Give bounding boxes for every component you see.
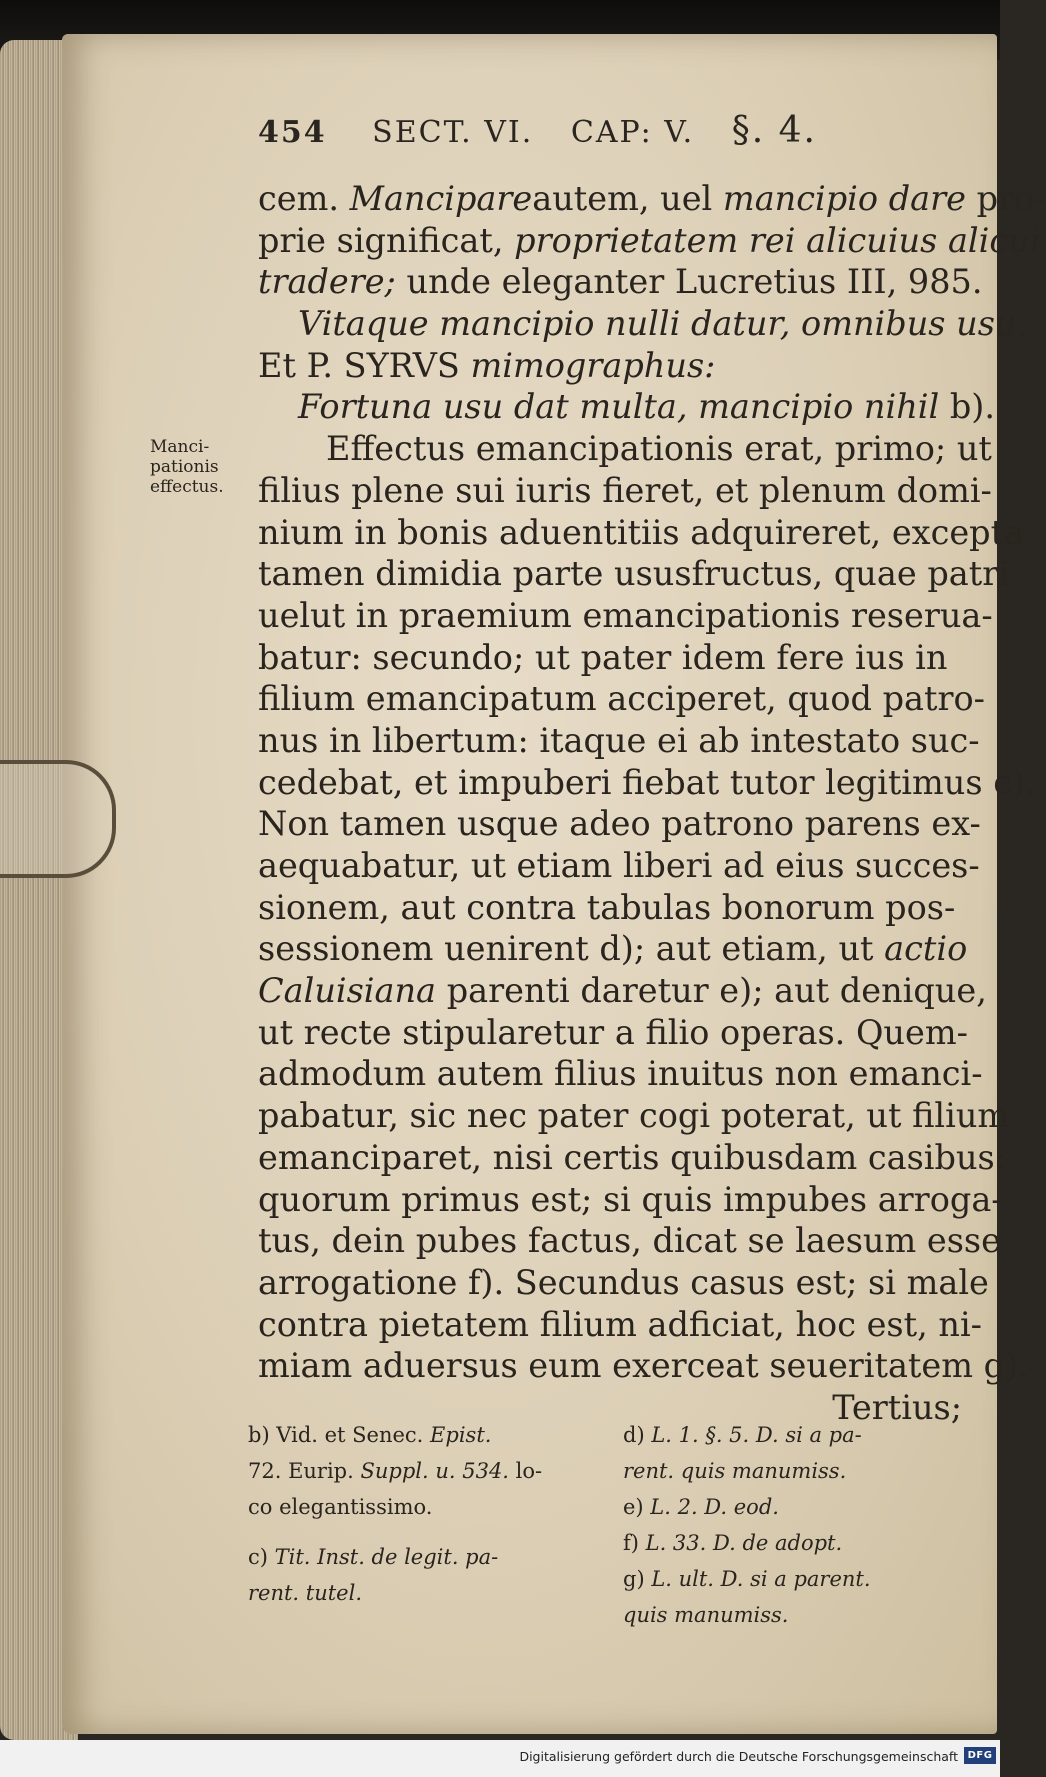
italic-text: Caluisiana	[258, 971, 437, 1011]
footnote-line	[623, 1530, 968, 1556]
text-line	[258, 637, 968, 679]
text-run: b) Vid. et Senec.	[248, 1423, 431, 1447]
italic-text: Vitaque mancipio nulli datur, omnibus usu.	[298, 304, 1028, 344]
italic-text: Epist.	[430, 1423, 492, 1447]
text-run: b).	[939, 387, 996, 427]
italic-text: rent. tutel.	[248, 1581, 363, 1605]
text-line	[258, 345, 968, 387]
text-run: admodum autem filius inuitus non emanci-	[258, 1054, 983, 1094]
text-run: tamen dimidia parte ususfructus, quae patri	[258, 554, 1009, 594]
footnote-line	[248, 1494, 593, 1520]
text-run: batur: secundo; ut pater idem fere ius in	[258, 637, 948, 677]
text-line	[258, 1304, 982, 1346]
text-run: filius plene sui iuris fieret, et plenum domi-	[258, 470, 992, 510]
text-run: Effectus emancipationis erat, primo; ut	[326, 429, 992, 469]
italic-text: mancipio dare	[722, 179, 966, 218]
text-run: uelut in praemium emancipationis reserua-	[258, 595, 993, 635]
text-run: pabatur, sic nec pater cogi poterat, ut filium	[258, 1096, 1010, 1136]
page-clip	[0, 760, 116, 878]
text-run: miam aduersus eum exerceat seueritatem g).	[258, 1346, 1029, 1386]
chapter-label: CAP: V.	[570, 115, 695, 150]
running-head	[258, 110, 878, 170]
page-number: 454	[258, 115, 327, 150]
text-run: ut recte stipularetur a filio operas. Quem-	[258, 1012, 968, 1052]
italic-text: L. ult. D. si a parent.	[651, 1567, 871, 1591]
italic-text: rent. quis manumiss.	[623, 1459, 847, 1483]
footnote-line	[623, 1602, 968, 1628]
text-line	[258, 1220, 1001, 1262]
italic-text: Tit. Inst. de legit. pa-	[274, 1545, 499, 1569]
text-line	[258, 1262, 989, 1304]
margin-note-line: effectus.	[150, 477, 224, 497]
italic-text: L. 1. §. 5. D. si a pa-	[651, 1423, 862, 1447]
text-run: unde eleganter Lucretius III, 985.	[395, 262, 983, 302]
italic-text: L. 2. D. eod.	[650, 1495, 779, 1519]
text-run: prie significat,	[258, 220, 515, 260]
text-run: e)	[623, 1495, 651, 1519]
italic-text: mimographus:	[470, 345, 716, 385]
text-line	[258, 386, 996, 428]
text-line	[258, 803, 981, 845]
text-line	[258, 1179, 1003, 1221]
text-run: Non tamen usque adeo patrono parens ex-	[258, 804, 981, 844]
footnote-line	[248, 1544, 593, 1570]
text-line	[258, 1053, 983, 1095]
text-run: parenti daretur e); aut denique,	[436, 971, 987, 1011]
text-line	[258, 1012, 968, 1054]
footnote-line	[623, 1422, 968, 1448]
footnote-line	[623, 1494, 968, 1520]
italic-text: Suppl. u. 534.	[360, 1459, 509, 1483]
text-line	[258, 928, 968, 970]
text-line	[258, 428, 992, 470]
text-run: pro-	[965, 179, 1046, 218]
text-run: 72. Eurip.	[248, 1459, 361, 1483]
text-line	[258, 1095, 1010, 1137]
digitization-credit: Digitalisierung gefördert durch die Deutsche Forschungsgemeinschaft	[519, 1749, 958, 1764]
text-line	[258, 1137, 1007, 1179]
text-run: contra pietatem filium adficiat, hoc est, ni-	[258, 1304, 982, 1344]
text-run: co elegantissimo.	[248, 1495, 433, 1519]
footnote-line	[248, 1422, 593, 1448]
italic-text: quis manumiss.	[623, 1603, 789, 1627]
dfg-logo: DFG	[964, 1747, 996, 1764]
italic-text: Fortuna usu dat multa, mancipio nihil	[298, 387, 940, 427]
text-run: cem.	[258, 179, 350, 218]
text-run: Tertius;	[832, 1387, 962, 1427]
margin-note-line: Manci-	[150, 437, 210, 457]
paragraph-label: §. 4.	[731, 110, 817, 151]
text-run: filium emancipatum acciperet, quod patro-	[258, 679, 985, 719]
footnotes-right-column	[623, 1422, 968, 1638]
text-line	[258, 220, 1041, 262]
footnote-line	[248, 1580, 593, 1606]
text-line	[258, 470, 992, 512]
text-run: arrogatione f). Secundus casus est; si male	[258, 1262, 989, 1302]
text-line	[258, 762, 1036, 804]
text-line	[258, 1345, 1029, 1387]
text-run: emanciparet, nisi certis quibusdam casibus:	[258, 1137, 1007, 1177]
footnotes	[248, 1422, 968, 1652]
margin-note	[150, 437, 258, 497]
text-line	[258, 970, 987, 1012]
section-label: SECT. VI.	[372, 115, 534, 150]
text-line	[258, 178, 1046, 220]
text-run: f)	[623, 1531, 646, 1555]
text-run: c)	[248, 1545, 275, 1569]
text-line	[258, 887, 968, 929]
italic-text: proprietatem rei alicuius alicui	[514, 220, 1041, 260]
text-run: lo-	[508, 1459, 543, 1483]
text-line	[258, 512, 1025, 554]
text-run: sessionem uenirent d); aut etiam, ut	[258, 929, 885, 969]
footnotes-left-column	[248, 1422, 593, 1616]
italic-text: tradere;	[258, 262, 396, 302]
text-run: Et P. SYRVS	[258, 345, 471, 385]
text-line	[258, 303, 1028, 345]
text-run: quorum primus est; si quis impubes arroga-	[258, 1179, 1003, 1219]
text-line	[258, 845, 980, 887]
margin-note-line: pationis	[150, 457, 219, 477]
footnote-line	[623, 1458, 968, 1484]
text-line	[258, 553, 1009, 595]
text-run: tus, dein pubes factus, dicat se laesum esse	[258, 1221, 1001, 1261]
text-run: d)	[623, 1423, 652, 1447]
text-line	[258, 261, 983, 303]
text-run: aequabatur, ut etiam liberi ad eius succes-	[258, 846, 980, 885]
text-run: nus in libertum: itaque ei ab intestato suc-	[258, 720, 980, 760]
italic-text: actio	[884, 929, 968, 969]
footnote-line	[623, 1566, 968, 1592]
text-run: sionem, aut contra tabulas bonorum pos-	[258, 887, 956, 927]
body-text	[258, 178, 1046, 1429]
text-run: nium in bonis aduentitiis adquireret, excepta	[258, 512, 1025, 552]
text-line	[258, 595, 993, 637]
italic-text: Mancipare	[349, 179, 533, 218]
text-line	[258, 720, 980, 762]
italic-text: L. 33. D. de adopt.	[645, 1531, 843, 1555]
text-run: autem, uel	[532, 179, 723, 218]
text-line	[258, 678, 985, 720]
text-run: g)	[623, 1567, 652, 1591]
text-run: cedebat, et impuberi fiebat tutor legitimus c).	[258, 762, 1036, 802]
footnote-line	[248, 1458, 593, 1484]
